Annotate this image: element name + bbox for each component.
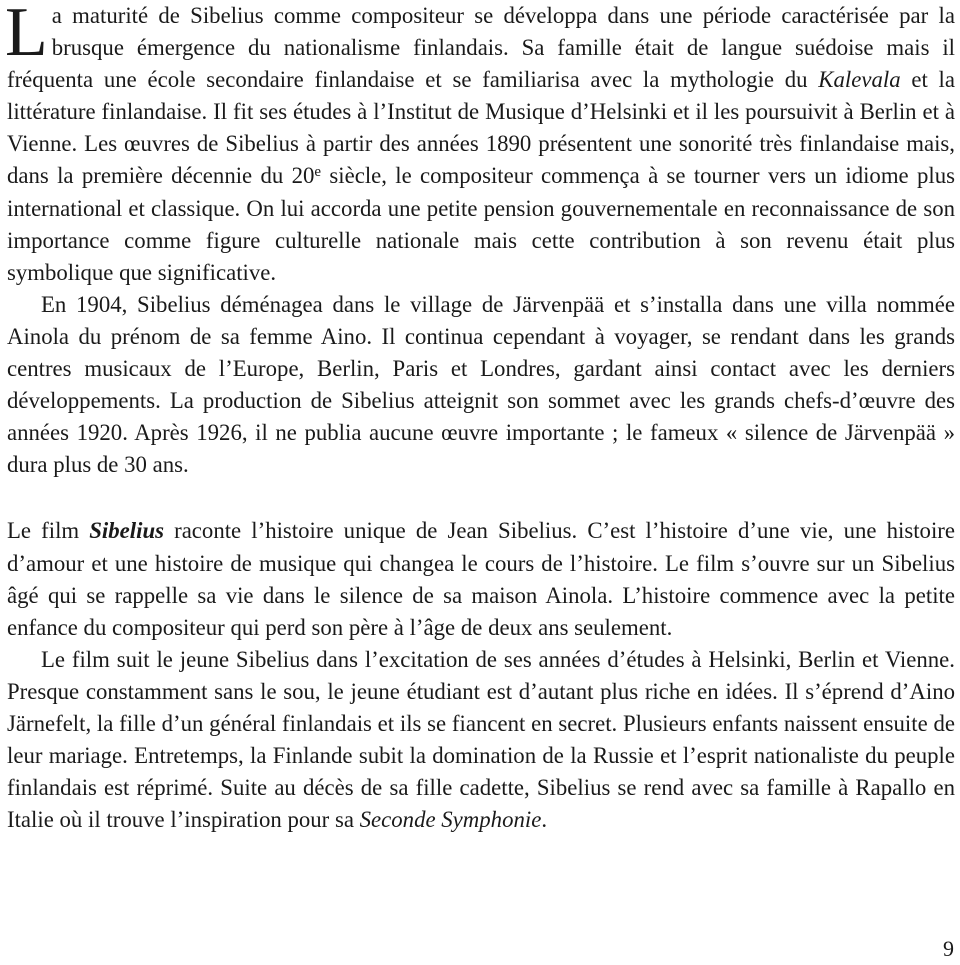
section-gap [7,481,955,515]
kalevala-title: Kalevala [818,67,901,93]
paragraph-film-1 [7,515,955,643]
paragraph-film-2 [7,644,955,837]
film-title: Sibelius [89,518,164,544]
paragraph-text: . [541,807,548,833]
paragraph-text: raconte l’histoire unique de Jean Sibelius. C’est l’histoire d’une vie, une histoire d’amour et une histoire de musique qui changea le cours de l’histoire. Le film s’ouvre sur un Sibelius âgé qui se rappelle sa vie dans le silence de sa maison Ainola. L’histoire commence avec la petite enfance du compositeur qui perd son père à l’âge de deux ans seulement. [7,518,956,640]
drop-cap: L [5,0,48,71]
superscript-e: e [314,164,322,181]
paragraph-text: Le film suit le jeune Sibelius dans l’excitation de ses années d’études à Helsinki, Berlin et Vienne. Presque constamment sans le sou, le jeune étudiant est d’autant plus riche en idées. Il s’éprend d’Aino Järnefelt, la fille d’un général finlandais et ils se fiancent en secret. Plusieurs enfants naissent ensuite de leur mariage. Entretemps, la Finlande subit la domination de la Russie et l’esprit nationaliste du peuple finlandais est réprimé. Suite au décès de sa fille cadette, Sibelius se rend avec sa famille à Rapallo en Italie où il trouve l’inspiration pour sa [7,646,955,833]
paragraph-text: Le film [7,518,90,544]
paragraph-text: a maturité de Sibelius comme compositeur se développa dans une période caractérisée par la brusque émergence du nationalisme finlandais. Sa famille était de langue suédoise mais il fréquenta une école secondaire finlandaise et se familiarisa avec la mythologie du [7,3,955,93]
document-page [7,0,955,836]
symphony-title: Seconde Symphonie [359,807,542,833]
page-number: 9 [943,936,954,961]
paragraph-text: et la littérature finlandaise. Il fit ses études à l’Institut de Musique d’Helsinki et il les poursuivit à Berlin et à Vienne. Les œuvres de Sibelius à partir des années 1890 présentent une sonorité très finlandaise mais, dans la première décennie du 20 [7,67,955,189]
paragraph-text: siècle, le compositeur commença à se tourner vers un idiome plus international et classique. On lui accorda une petite pension gouvernementale en reconnaissance de son importance comme figure culturelle nationale mais cette contribution à son revenu était plus symbolique que significative. [7,163,955,285]
paragraph-biography-2: En 1904, Sibelius déménagea dans le village de Järvenpää et s’installa dans une villa nommée Ainola du prénom de sa femme Aino. Il continua cependant à voyager, se rendant dans les grands centres musicaux de l’Europe, Berlin, Paris et Londres, gardant ainsi contact avec les derniers développements. La production de Sibelius atteignit son sommet avec les grands chefs-d’œuvre des années 1920. Après 1926, il ne publia aucune œuvre importante ; le fameux « silence de Järvenpää » dura plus de 30 ans. [7,291,955,478]
paragraph-biography-1 [7,0,955,289]
